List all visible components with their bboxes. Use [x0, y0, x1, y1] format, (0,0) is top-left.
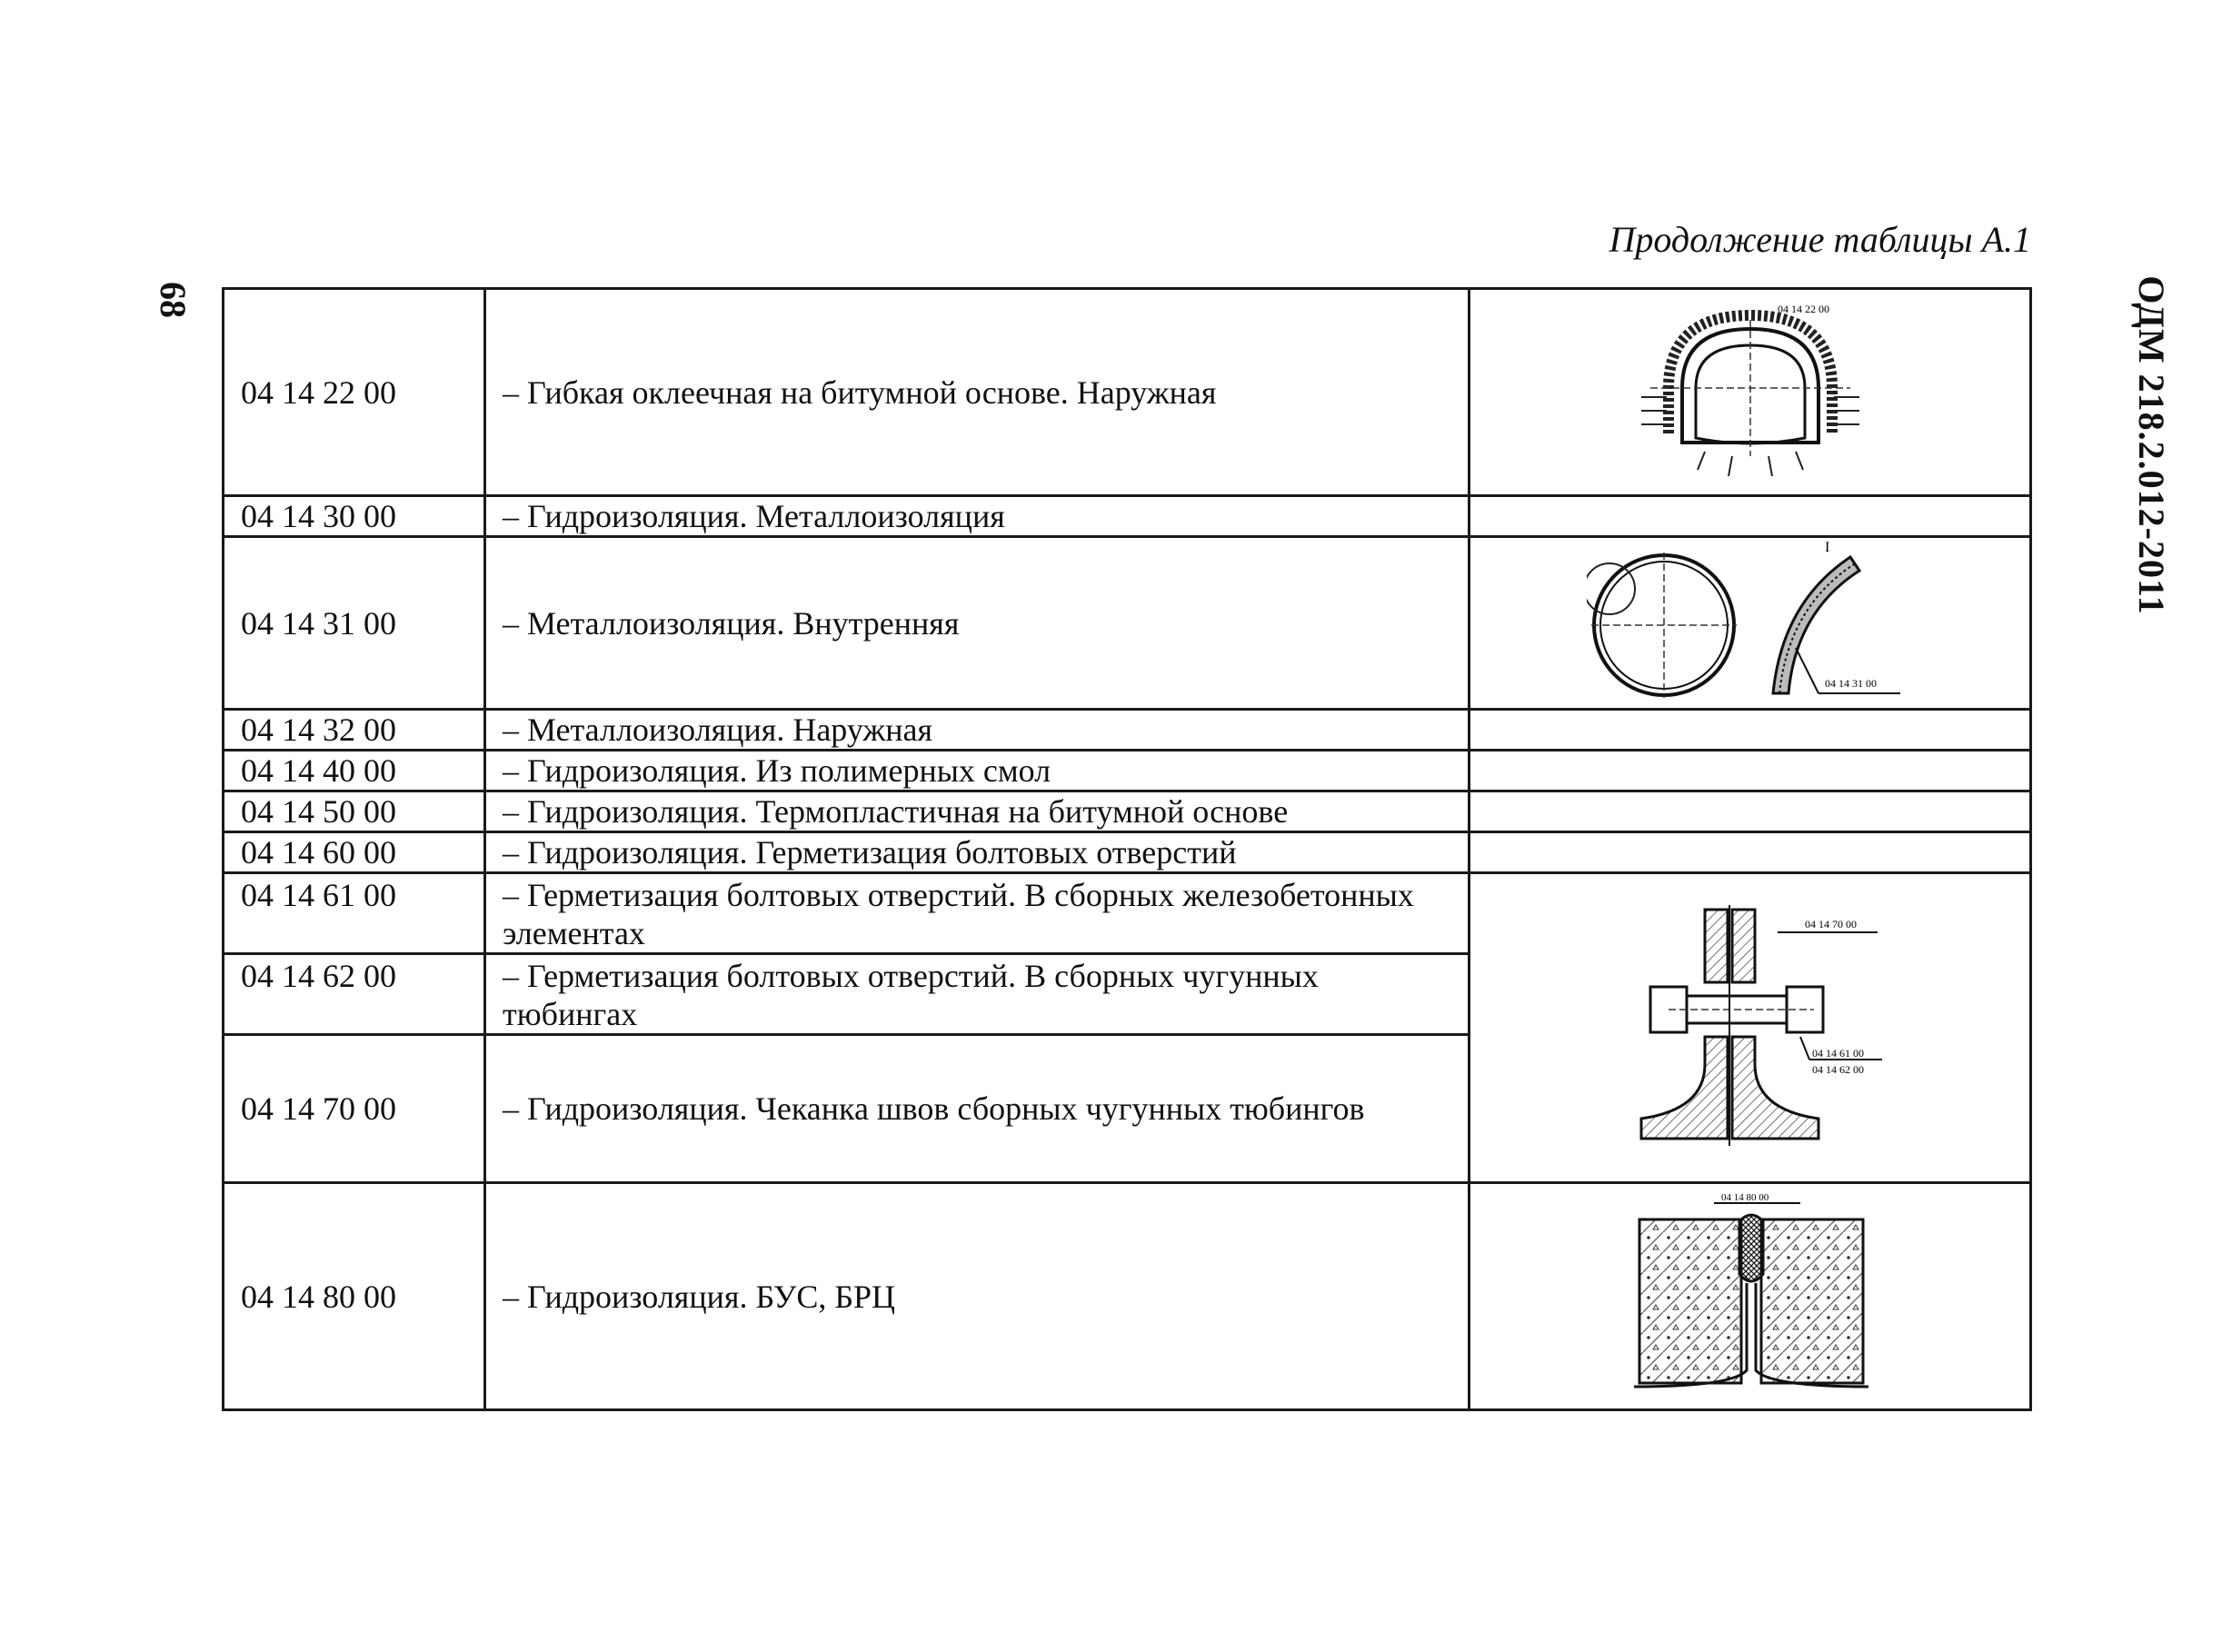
figure-label: 04 14 22 00: [1777, 302, 1829, 315]
row-text: – Гидроизоляция. Термопластичная на битумной основе: [485, 791, 1470, 832]
table-row: [224, 791, 2031, 832]
row-code: 04 14 62 00: [224, 954, 485, 1035]
row-code: 04 14 30 00: [224, 496, 485, 537]
table-row: [224, 710, 2031, 751]
row-text: – Гидроизоляция. Из полимерных смол: [485, 751, 1470, 791]
table-row: [224, 289, 2031, 496]
table-row: [224, 873, 2031, 954]
figure-cell-empty: [1470, 496, 2031, 537]
row-text: – Металлоизоляция. Наружная: [485, 710, 1470, 751]
tunnel-lining-figure: [1632, 302, 1868, 483]
metal-insulation-figure: [1587, 539, 1914, 707]
figure-cell-empty: [1470, 791, 2031, 832]
joint-sealing-figure: [1623, 1192, 1878, 1401]
row-code: 04 14 60 00: [224, 832, 485, 873]
figure-cell-outer-lining: [1470, 289, 2031, 496]
figure-cell-joint-sealing: [1470, 1183, 2031, 1410]
table-row: [224, 832, 2031, 873]
table-row: [224, 537, 2031, 710]
row-code: 04 14 40 00: [224, 751, 485, 791]
row-text: – Гидроизоляция. Герметизация болтовых отверстий: [485, 832, 1470, 873]
row-text: – Металлоизоляция. Внутренняя: [485, 537, 1470, 710]
table-row: [224, 1183, 2031, 1410]
row-text: – Гибкая оклеечная на битумной основе. Наружная: [485, 289, 1470, 496]
figure-label: 04 14 70 00: [1804, 918, 1857, 930]
figure-label: 04 14 31 00: [1824, 677, 1877, 690]
figure-cell-inner-metal: [1470, 537, 2031, 710]
row-code: 04 14 50 00: [224, 791, 485, 832]
table-row: [224, 496, 2031, 537]
row-code: 04 14 70 00: [224, 1035, 485, 1183]
row-code: 04 14 61 00: [224, 873, 485, 954]
figure-cell-empty: [1470, 751, 2031, 791]
bolt-sealing-figure: [1614, 901, 1887, 1155]
row-text: – Герметизация болтовых отверстий. В сборных чугунных тюбингах: [485, 954, 1470, 1035]
row-text: – Герметизация болтовых отверстий. В сборных железобетонных элементах: [485, 873, 1470, 954]
document-code: ОДМ 218.2.012-2011: [2131, 275, 2172, 615]
figure-cell-bolt-sealing: [1470, 873, 2031, 1183]
figure-label: 04 14 61 00: [1811, 1047, 1864, 1060]
table-caption: Продолжение таблицы А.1: [1609, 219, 2031, 260]
row-code: 04 14 22 00: [224, 289, 485, 496]
table-row: [224, 751, 2031, 791]
row-text: – Гидроизоляция. Металлоизоляция: [485, 496, 1470, 537]
figure-cell-empty: [1470, 710, 2031, 751]
row-code: 04 14 31 00: [224, 537, 485, 710]
detail-mark: I: [1824, 540, 1829, 555]
row-text: – Гидроизоляция. Чеканка швов сборных чугунных тюбингов: [485, 1035, 1470, 1183]
classification-table: [222, 287, 2032, 1411]
page-number: 68: [153, 282, 194, 318]
figure-cell-empty: [1470, 832, 2031, 873]
row-text: – Гидроизоляция. БУС, БРЦ: [485, 1183, 1470, 1410]
row-code: 04 14 32 00: [224, 710, 485, 751]
row-code: 04 14 80 00: [224, 1183, 485, 1410]
figure-label: 04 14 80 00: [1720, 1191, 1769, 1203]
figure-label: 04 14 62 00: [1811, 1063, 1864, 1076]
